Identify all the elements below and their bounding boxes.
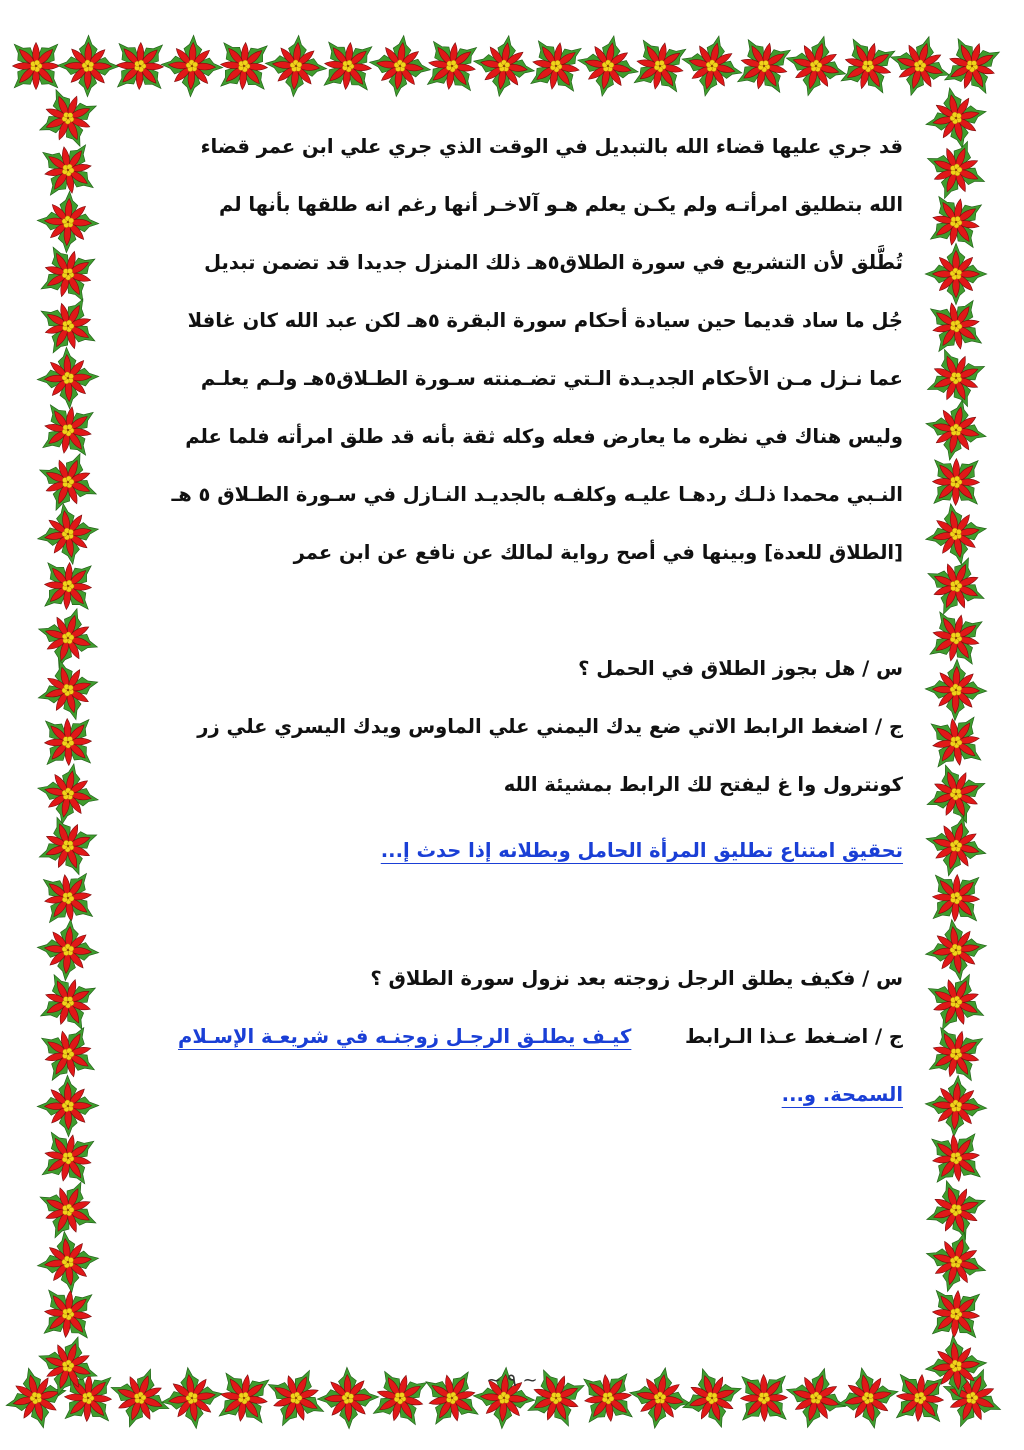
- poinsettia-icon: [29, 755, 107, 833]
- poinsettia-icon: [8, 38, 64, 94]
- poinsettia-icon: [29, 495, 108, 574]
- poinsettia-icon: [569, 27, 647, 105]
- how-to-divorce-link-continued[interactable]: السمحة. و...: [781, 1083, 903, 1106]
- answer-1-link-row: [110, 822, 903, 880]
- poinsettia-icon: [922, 1020, 991, 1089]
- poinsettia-icon: [420, 34, 484, 98]
- poinsettia-icon: [925, 1127, 988, 1190]
- poinsettia-icon: [833, 31, 903, 101]
- poinsettia-icon: [778, 28, 855, 105]
- poinsettia-icon: [673, 27, 750, 104]
- poinsettia-icon: [29, 1223, 108, 1302]
- poinsettia-icon: [361, 27, 440, 106]
- poinsettia-icon: [31, 809, 105, 883]
- question-1: س / هل بجوز الطلاق في الحمل ؟: [578, 657, 903, 680]
- paragraph-line: تُطَّلق لأن التشريع في سورة الطلاق٥هـ ذلك المنزل جديدا قد تضمن تبديل: [204, 251, 903, 274]
- poinsettia-icon: [919, 341, 993, 415]
- poinsettia-icon: [937, 31, 1008, 102]
- poinsettia-icon: [31, 445, 104, 518]
- poinsettia-icon: [38, 556, 98, 616]
- poinsettia-icon: [152, 26, 231, 105]
- poinsettia-icon: [523, 33, 588, 98]
- poinsettia-icon: [926, 1284, 987, 1345]
- poinsettia-icon: [465, 27, 544, 106]
- poinsettia-icon: [919, 757, 994, 832]
- poinsettia-icon: [35, 137, 100, 202]
- poinsettia-icon: [916, 1066, 995, 1145]
- poinsettia-icon: [916, 650, 995, 729]
- poinsettia-icon: [36, 866, 100, 930]
- poinsettia-icon: [35, 397, 100, 462]
- poinsettia-icon: [28, 182, 107, 261]
- answer-1-line: كونترول وا غ ليفتح لك الرابط بمشيئة الله: [503, 773, 903, 796]
- poinsettia-icon: [924, 710, 988, 774]
- poinsettia-icon: [919, 133, 993, 207]
- poinsettia-icon: [30, 600, 106, 676]
- poinsettia-icon: [256, 26, 335, 105]
- poinsettia-icon: [32, 1174, 104, 1246]
- poinsettia-icon: [917, 911, 996, 990]
- poinsettia-icon: [28, 1066, 108, 1146]
- poinsettia-icon: [28, 338, 107, 417]
- poinsettia-icon: [37, 1283, 99, 1345]
- answer-2-link-row: [110, 1066, 903, 1124]
- poinsettia-icon: [917, 807, 994, 884]
- answer-2-row: [110, 1008, 903, 1066]
- poinsettia-icon: [28, 910, 107, 989]
- page-content: [110, 118, 903, 1124]
- paragraph-line: النـبي محمدا ذلـك ردهـا عليـه وكلفـه بالجديـد النـازل في سـورة الطـلاق ٥ هـ: [171, 483, 903, 506]
- poinsettia-icon: [111, 37, 169, 95]
- poinsettia-icon: [927, 453, 984, 510]
- poinsettia-icon: [926, 868, 985, 927]
- paragraph-line: قد جري عليها قضاء الله بالتبديل في الوقت الذي جري علي ابن عمر قضاء: [200, 135, 903, 158]
- paragraph-line: [الطلاق للعدة] وبينها في أصح رواية لمالك عن نافع عن ابن عمر: [293, 541, 903, 564]
- page-number: ~ ٩ ~: [486, 1370, 538, 1391]
- poinsettia-icon: [317, 35, 379, 97]
- poinsettia-icon: [917, 495, 995, 573]
- poinsettia-icon: [918, 1224, 994, 1300]
- poinsettia-icon: [627, 33, 694, 100]
- poinsettia-icon: [730, 32, 798, 100]
- poinsettia-icon: [39, 713, 97, 771]
- poinsettia-icon: [917, 391, 995, 469]
- paragraph-line: الله بتطليق امرأتـه ولم يكـن يعلم هـو آلاخـر أنها رغم انه طلقها بأنها لم: [218, 193, 903, 216]
- poinsettia-icon: [920, 966, 991, 1037]
- paragraph-line: عما نـزل مـن الأحكام الجديـدة الـتي تضـمنته سـورة الطـلاق٥هـ ولـم يعلـم: [200, 367, 903, 390]
- poinsettia-icon: [30, 652, 107, 729]
- paragraph-line: وليس هناك في نظره ما يعارض فعله وكله ثقة بأنه قد طلق امرأته فلما علم: [185, 425, 903, 448]
- pregnancy-divorce-link[interactable]: تحقيق امتناع تطليق المرأة الحامل وبطلانه إذا حدث إ...: [380, 839, 903, 862]
- paragraph-line: جُل ما ساد قديما حين سيادة أحكام سورة البقرة ٥هـ لكن عبد الله كان غافلا: [187, 309, 903, 332]
- poinsettia-icon: [920, 550, 993, 623]
- poinsettia-icon: [33, 967, 104, 1038]
- poinsettia-icon: [31, 81, 104, 154]
- poinsettia-icon: [882, 28, 958, 104]
- answer-2-prefix: ج / اضـغط عـذا الـرابط: [684, 1025, 903, 1048]
- question-2: س / فكيف يطلق الرجل زوجته بعد نزول سورة الطلاق ؟: [370, 967, 903, 990]
- poinsettia-icon: [214, 36, 274, 96]
- how-to-divorce-link[interactable]: كيـف يطلـق الرجـل زوجنـه في شريعـة الإسـلام: [178, 1025, 632, 1048]
- poinsettia-icon: [916, 234, 996, 314]
- poinsettia-icon: [918, 1172, 994, 1248]
- answer-1-line: ج / اضغط الرابط الاتي ضع يدك اليمني علي الماوس ويدك اليسري علي زر: [197, 715, 903, 738]
- body-paragraph: [110, 118, 903, 582]
